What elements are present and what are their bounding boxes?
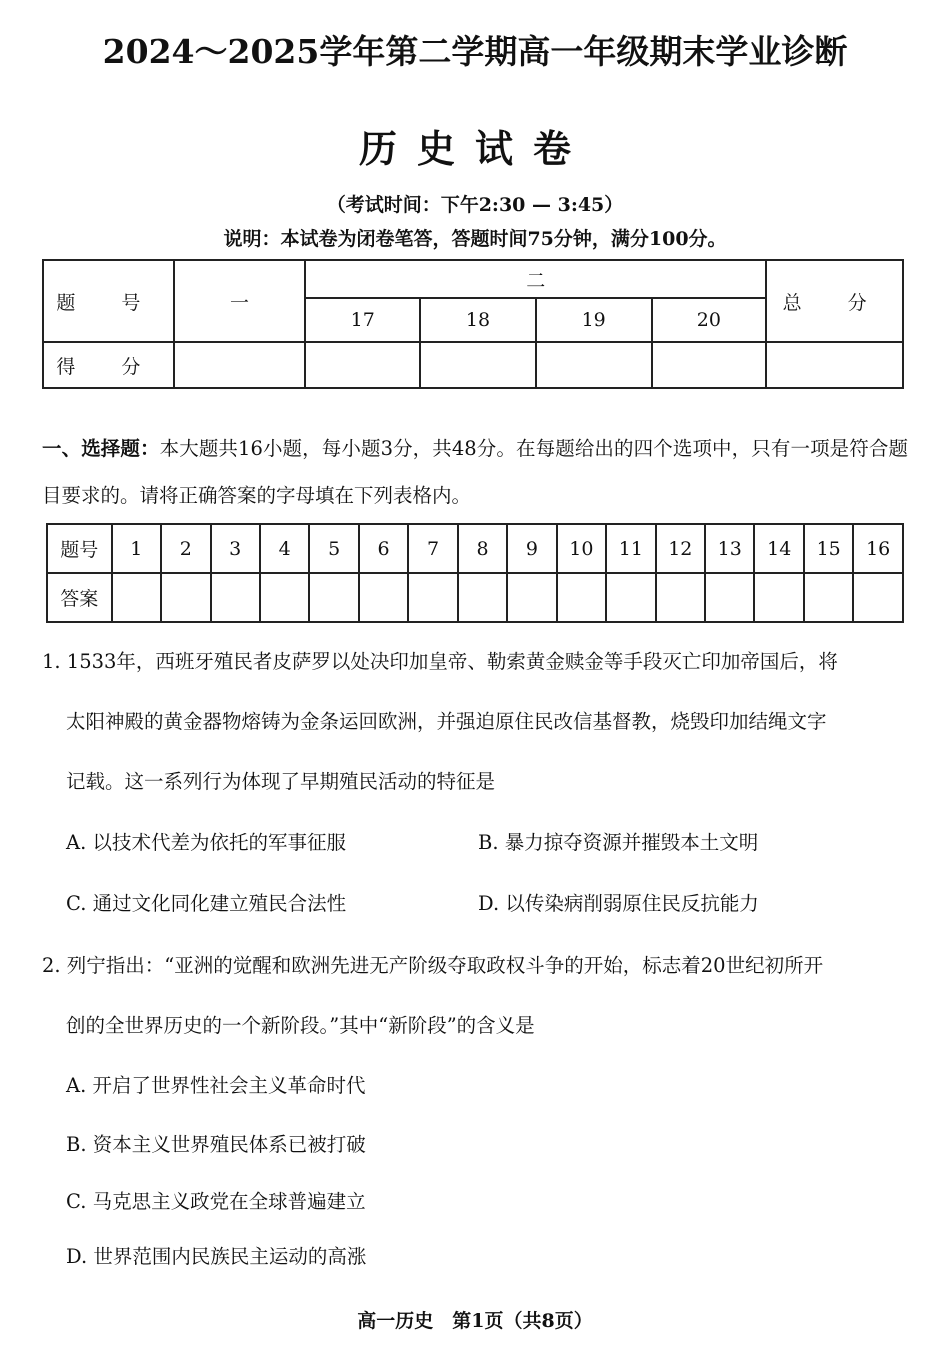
score-col-one: 一 xyxy=(174,260,306,342)
score-row-label-number: 题 号 xyxy=(43,260,174,342)
answer-number: 12 xyxy=(656,524,705,573)
answer-cell[interactable] xyxy=(804,573,853,622)
question-2-option-c[interactable]: C. 马克思主义政党在全球普遍建立 xyxy=(66,1190,366,1213)
question-1-line: 太阳神殿的黄金器物熔铸为金条运回欧洲，并强迫原住民改信基督教，烧毁印加结绳文字 xyxy=(66,710,827,733)
answer-cell[interactable] xyxy=(557,573,606,622)
question-1-option-d[interactable]: D. 以传染病削弱原住民反抗能力 xyxy=(478,892,759,915)
score-sub-col: 17 xyxy=(305,298,420,342)
answer-cell[interactable] xyxy=(408,573,457,622)
score-table xyxy=(42,259,904,389)
score-col-two: 二 xyxy=(305,260,766,298)
answer-number: 9 xyxy=(507,524,556,573)
answer-number: 16 xyxy=(853,524,903,573)
question-2-option-b[interactable]: B. 资本主义世界殖民体系已被打破 xyxy=(66,1133,366,1156)
answer-row-label-answer: 答案 xyxy=(47,573,112,622)
answer-number: 2 xyxy=(161,524,210,573)
answer-cell[interactable] xyxy=(705,573,754,622)
answer-number: 7 xyxy=(408,524,457,573)
answer-row-label-number: 题号 xyxy=(47,524,112,573)
answer-number: 8 xyxy=(458,524,507,573)
answer-number: 13 xyxy=(705,524,754,573)
score-sub-col: 20 xyxy=(652,298,767,342)
answer-table xyxy=(46,523,904,623)
question-1-option-c[interactable]: C. 通过文化同化建立殖民合法性 xyxy=(66,892,347,915)
answer-number: 10 xyxy=(557,524,606,573)
score-sub-col: 18 xyxy=(420,298,536,342)
score-cell[interactable] xyxy=(305,342,420,388)
answer-number: 11 xyxy=(606,524,655,573)
exam-title: 2024～2025学年第二学期高一年级期末学业诊断 xyxy=(102,32,848,71)
score-sub-col: 19 xyxy=(536,298,652,342)
page-footer: 高一历史 第1页（共8页） xyxy=(357,1310,593,1332)
answer-number: 5 xyxy=(309,524,358,573)
answer-cell[interactable] xyxy=(112,573,161,622)
score-cell[interactable] xyxy=(536,342,652,388)
question-2-option-a[interactable]: A. 开启了世界性社会主义革命时代 xyxy=(66,1074,366,1097)
section-one-title: 一、选择题： xyxy=(42,437,160,460)
answer-number: 1 xyxy=(112,524,161,573)
answer-number: 4 xyxy=(260,524,309,573)
answer-cell[interactable] xyxy=(458,573,507,622)
score-cell[interactable] xyxy=(652,342,767,388)
score-col-total: 总 分 xyxy=(766,260,903,342)
answer-cell[interactable] xyxy=(853,573,903,622)
answer-number: 15 xyxy=(804,524,853,573)
answer-number: 6 xyxy=(359,524,408,573)
answer-cell[interactable] xyxy=(260,573,309,622)
subject-title: 历史试卷 xyxy=(358,126,591,171)
answer-cell[interactable] xyxy=(656,573,705,622)
question-2-line: 2. 列宁指出：“亚洲的觉醒和欧洲先进无产阶级夺取政权斗争的开始，标志着20世纪初所开 xyxy=(42,954,824,977)
score-cell[interactable] xyxy=(766,342,903,388)
answer-number: 3 xyxy=(211,524,260,573)
section-one-text: 本大题共16小题，每小题3分，共48分。在每题给出的四个选项中，只有一项是符合题目要求的。请将正确答案的字母填在下列表格内。 xyxy=(42,437,908,507)
answer-cell[interactable] xyxy=(754,573,803,622)
section-one-intro xyxy=(42,425,908,519)
answer-cell[interactable] xyxy=(507,573,556,622)
score-cell[interactable] xyxy=(174,342,306,388)
score-row-label-score: 得 分 xyxy=(43,342,174,388)
exam-note: 说明：本试卷为闭卷笔答，答题时间75分钟，满分100分。 xyxy=(223,228,727,250)
question-1-line: 记载。这一系列行为体现了早期殖民活动的特征是 xyxy=(66,770,496,793)
question-2-option-d[interactable]: D. 世界范围内民族民主运动的高涨 xyxy=(66,1245,367,1268)
answer-cell[interactable] xyxy=(211,573,260,622)
answer-cell[interactable] xyxy=(606,573,655,622)
answer-cell[interactable] xyxy=(309,573,358,622)
question-1-option-a[interactable]: A. 以技术代差为依托的军事征服 xyxy=(66,831,346,854)
exam-time: （考试时间：下午2:30 — 3:45） xyxy=(326,194,624,216)
answer-cell[interactable] xyxy=(161,573,210,622)
question-1-option-b[interactable]: B. 暴力掠夺资源并摧毁本土文明 xyxy=(478,831,759,854)
answer-number: 14 xyxy=(754,524,803,573)
answer-cell[interactable] xyxy=(359,573,408,622)
question-1-line: 1. 1533年，西班牙殖民者皮萨罗以处决印加皇帝、勒索黄金赎金等手段灭亡印加帝国后，将 xyxy=(42,650,838,673)
question-2-line: 创的全世界历史的一个新阶段。”其中“新阶段”的含义是 xyxy=(66,1014,535,1037)
score-cell[interactable] xyxy=(420,342,536,388)
